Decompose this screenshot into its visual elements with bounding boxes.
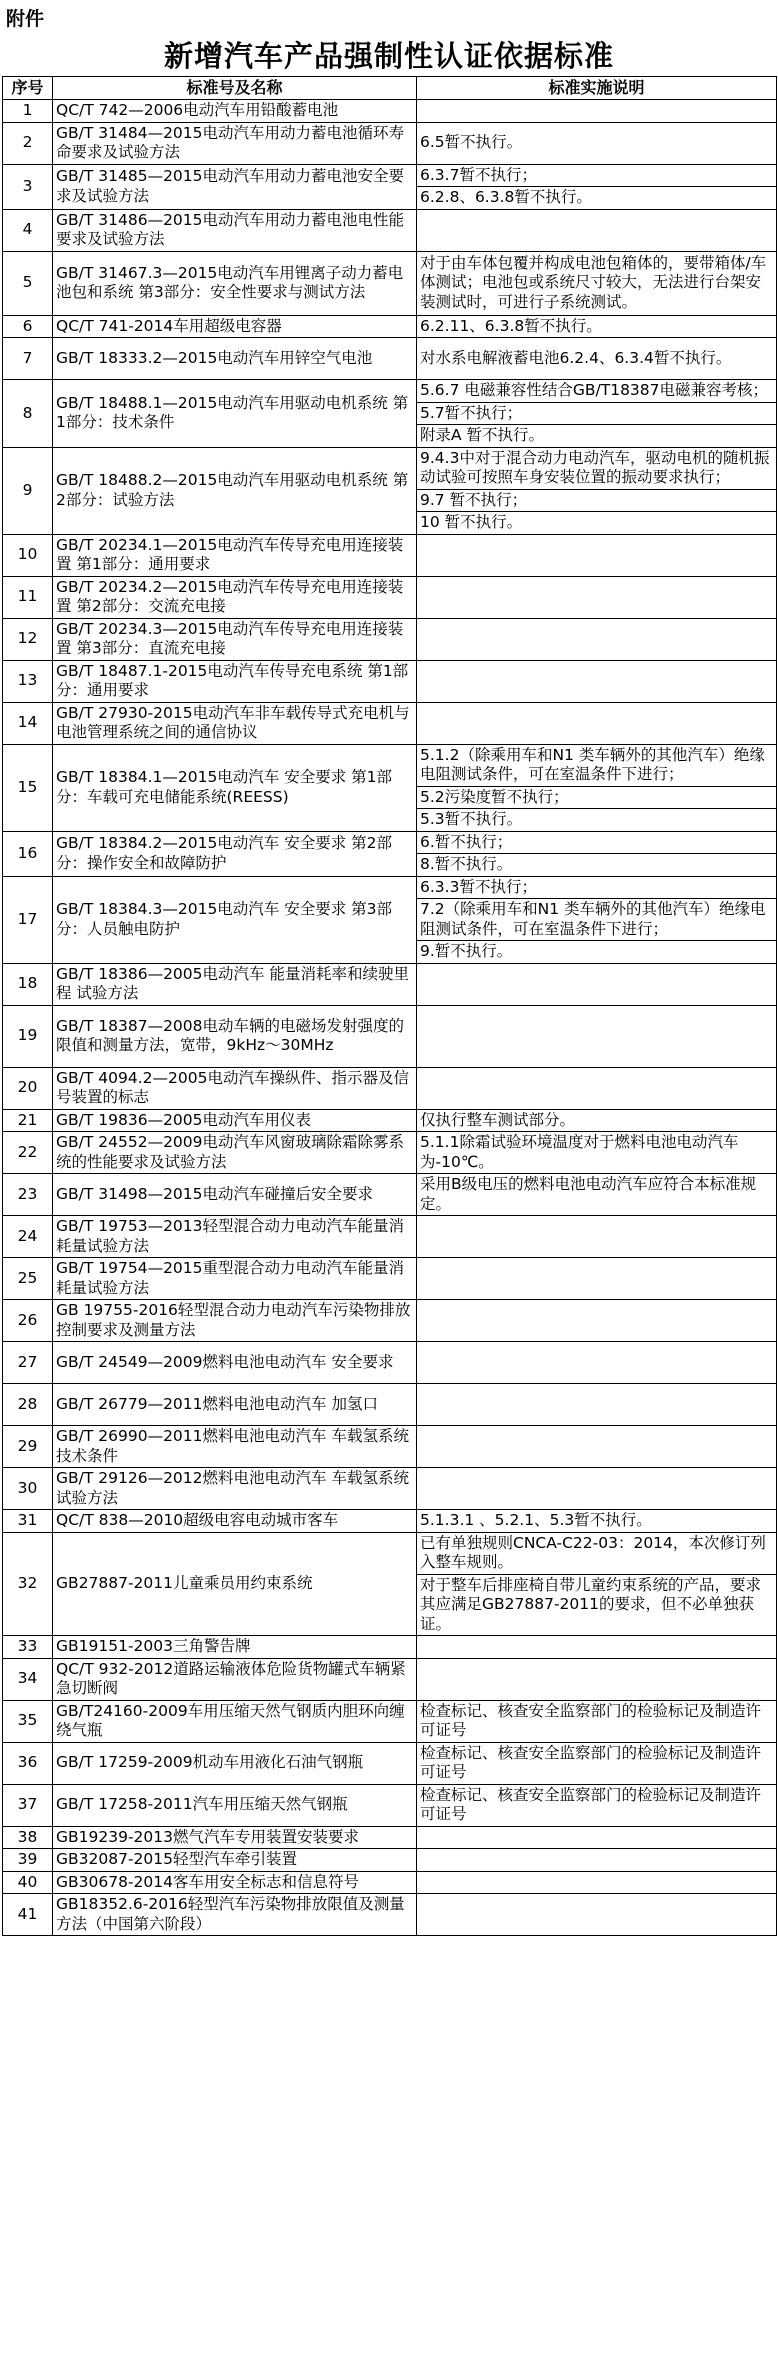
standard-name: GB/T 19754—2015重型混合动力电动汽车能量消耗量试验方法: [53, 1258, 417, 1300]
standard-name: GB/T 19753—2013轻型混合动力电动汽车能量消耗量试验方法: [53, 1216, 417, 1258]
implementation-note: [417, 380, 777, 448]
standard-name: GB/T 27930-2015电动汽车非车载传导式充电机与电池管理系统之间的通信协议: [53, 702, 417, 744]
table-row: [3, 1342, 777, 1384]
table-row: [3, 876, 777, 963]
standard-name: GB18352.6-2016轻型汽车污染物排放限值及测量方法（中国第六阶段）: [53, 1894, 417, 1936]
row-number: 28: [3, 1384, 53, 1426]
standard-name: GB/T 18386—2005电动汽车 能量消耗率和续驶里程 试验方法: [53, 963, 417, 1005]
implementation-note: [417, 963, 777, 1005]
table-body: [3, 100, 777, 1936]
standard-name: QC/T 741-2014车用超级电容器: [53, 315, 417, 338]
table-row: [3, 1258, 777, 1300]
table-row: [3, 831, 777, 876]
table-row: [3, 164, 777, 209]
implementation-note: [417, 100, 777, 123]
note-line: 5.3暂不执行。: [417, 808, 776, 831]
standard-name: GB/T 18384.1—2015电动汽车 安全要求 第1部分：车载可充电储能系统(REESS): [53, 744, 417, 831]
row-number: 13: [3, 660, 53, 702]
implementation-note: [417, 831, 777, 876]
standard-name: GB/T 4094.2—2005电动汽车操纵件、指示器及信号装置的标志: [53, 1067, 417, 1109]
table-row: [3, 100, 777, 123]
standard-name: GB/T 18384.2—2015电动汽车 安全要求 第2部分：操作安全和故障防护: [53, 831, 417, 876]
standard-name: QC/T 838—2010超级电容电动城市客车: [53, 1510, 417, 1533]
standard-name: GB/T 18333.2—2015电动汽车用锌空气电池: [53, 338, 417, 380]
row-number: 27: [3, 1342, 53, 1384]
table-row: [3, 1005, 777, 1067]
row-number: 6: [3, 315, 53, 338]
standard-name: GB/T 18488.1—2015电动汽车用驱动电机系统 第1部分：技术条件: [53, 380, 417, 448]
table-row: [3, 576, 777, 618]
implementation-note: [417, 660, 777, 702]
row-number: 40: [3, 1871, 53, 1894]
standard-name: GB19151-2003三角警告牌: [53, 1636, 417, 1659]
note-line: 6.2.8、6.3.8暂不执行。: [417, 186, 776, 209]
note-line: 9.4.3中对于混合动力电动汽车，驱动电机的随机振动试验可按照车身安装位置的振动要求执行；: [420, 448, 770, 486]
note-line: 仅执行整车测试部分。: [420, 1110, 576, 1129]
note-line: 6.3.7暂不执行；: [420, 165, 537, 184]
row-number: 22: [3, 1132, 53, 1174]
table-row: [3, 618, 777, 660]
implementation-note: [417, 1784, 777, 1826]
implementation-note: [417, 1132, 777, 1174]
row-number: 21: [3, 1109, 53, 1132]
table-row: [3, 1468, 777, 1510]
table-row: [3, 315, 777, 338]
implementation-note: [417, 1109, 777, 1132]
row-number: 14: [3, 702, 53, 744]
standard-name: GB/T 17258-2011汽车用压缩天然气钢瓶: [53, 1784, 417, 1826]
table-row: [3, 1216, 777, 1258]
table-row: [3, 1067, 777, 1109]
implementation-note: [417, 164, 777, 209]
table-row: [3, 1784, 777, 1826]
table-row: [3, 1174, 777, 1216]
standard-name: GB/T 31484—2015电动汽车用动力蓄电池循环寿命要求及试验方法: [53, 122, 417, 164]
row-number: 34: [3, 1658, 53, 1700]
implementation-note: [417, 702, 777, 744]
row-number: 8: [3, 380, 53, 448]
note-line: 5.7暂不执行；: [417, 402, 776, 425]
standard-name: QC/T 932-2012道路运输液体危险货物罐式车辆紧急切断阀: [53, 1658, 417, 1700]
table-row: [3, 744, 777, 831]
standard-name: GB/T 24549—2009燃料电池电动汽车 安全要求: [53, 1342, 417, 1384]
standard-name: GB/T 20234.2—2015电动汽车传导充电用连接装置 第2部分：交流充电接: [53, 576, 417, 618]
note-line: 附录A 暂不执行。: [417, 424, 776, 447]
standard-name: GB 19755-2016轻型混合动力电动汽车污染物排放控制要求及测量方法: [53, 1300, 417, 1342]
table-row: [3, 209, 777, 251]
note-line: 检查标记、核查安全监察部门的检验标记及制造许可证号: [420, 1785, 762, 1823]
table-row: [3, 380, 777, 448]
table-row: [3, 122, 777, 164]
row-number: 1: [3, 100, 53, 123]
implementation-note: [417, 1894, 777, 1936]
note-line: 10 暂不执行。: [417, 511, 776, 534]
standard-name: GB30678-2014客车用安全标志和信息符号: [53, 1871, 417, 1894]
implementation-note: [417, 1005, 777, 1067]
row-number: 20: [3, 1067, 53, 1109]
standard-name: GB32087-2015轻型汽车牵引装置: [53, 1849, 417, 1872]
implementation-note: [417, 534, 777, 576]
standard-name: GB/T 24552—2009电动汽车风窗玻璃除霜除雾系统的性能要求及试验方法: [53, 1132, 417, 1174]
standard-name: GB27887-2011儿童乘员用约束系统: [53, 1532, 417, 1636]
table-row: [3, 1871, 777, 1894]
implementation-note: [417, 618, 777, 660]
row-number: 38: [3, 1826, 53, 1849]
row-number: 12: [3, 618, 53, 660]
implementation-note: [417, 1510, 777, 1533]
implementation-note: [417, 338, 777, 380]
implementation-note: [417, 1384, 777, 1426]
standard-name: GB/T24160-2009车用压缩天然气钢质内胆环向缠绕气瓶: [53, 1700, 417, 1742]
implementation-note: [417, 1342, 777, 1384]
table-row: [3, 1849, 777, 1872]
implementation-note: [417, 1067, 777, 1109]
table-row: [3, 963, 777, 1005]
note-line: 9.7 暂不执行；: [417, 489, 776, 512]
implementation-note: [417, 1849, 777, 1872]
standard-name: GB/T 31467.3—2015电动汽车用锂离子动力蓄电池包和系统 第3部分：安全性要求与测试方法: [53, 251, 417, 315]
row-number: 25: [3, 1258, 53, 1300]
header-no: 序号: [3, 77, 53, 100]
standard-name: GB/T 26990—2011燃料电池电动汽车 车载氢系统 技术条件: [53, 1426, 417, 1468]
table-row: [3, 1700, 777, 1742]
implementation-note: [417, 1174, 777, 1216]
note-line: 已有单独规则CNCA-C22-03：2014，本次修订列入整车规则。: [420, 1533, 766, 1571]
note-line: 6.5暂不执行。: [420, 133, 523, 152]
table-row: [3, 1894, 777, 1936]
row-number: 10: [3, 534, 53, 576]
implementation-note: [417, 1300, 777, 1342]
implementation-note: [417, 209, 777, 251]
note-line: 检查标记、核查安全监察部门的检验标记及制造许可证号: [420, 1743, 762, 1781]
implementation-note: [417, 576, 777, 618]
table-header-row: [3, 77, 777, 100]
note-line: 5.1.1除霜试验环境温度对于燃料电池电动汽车为-10℃。: [420, 1133, 739, 1171]
standard-name: GB/T 17259-2009机动车用液化石油气钢瓶: [53, 1742, 417, 1784]
standard-name: GB/T 18384.3—2015电动汽车 安全要求 第3部分：人员触电防护: [53, 876, 417, 963]
table-row: [3, 1658, 777, 1700]
note-line: 5.1.2（除乘用车和N1 类车辆外的其他汽车）绝缘电阻测试条件，可在室温条件下进行；: [420, 745, 765, 783]
implementation-note: [417, 447, 777, 534]
standard-name: QC/T 742—2006电动汽车用铅酸蓄电池: [53, 100, 417, 123]
implementation-note: [417, 1742, 777, 1784]
standard-name: GB/T 29126—2012燃料电池电动汽车 车载氢系统 试验方法: [53, 1468, 417, 1510]
table-row: [3, 1636, 777, 1659]
standard-name: GB/T 31486—2015电动汽车用动力蓄电池电性能要求及试验方法: [53, 209, 417, 251]
table-row: [3, 1132, 777, 1174]
standard-name: GB19239-2013燃气汽车专用装置安装要求: [53, 1826, 417, 1849]
note-line: 对于由车体包覆并构成电池包箱体的，要带箱体/车体测试；电池包或系统尺寸较大，无法进行台架安装测试时，可进行子系统测试。: [420, 253, 767, 311]
implementation-note: [417, 744, 777, 831]
row-number: 19: [3, 1005, 53, 1067]
table-row: [3, 702, 777, 744]
note-line: 5.6.7 电磁兼容性结合GB/T18387电磁兼容考核；: [420, 381, 769, 399]
implementation-note: [417, 1871, 777, 1894]
row-number: 30: [3, 1468, 53, 1510]
standard-name: GB/T 20234.3—2015电动汽车传导充电用连接装置 第3部分：直流充电接: [53, 618, 417, 660]
row-number: 35: [3, 1700, 53, 1742]
standard-name: GB/T 18488.2—2015电动汽车用驱动电机系统 第2部分：试验方法: [53, 447, 417, 534]
standard-name: GB/T 31498—2015电动汽车碰撞后安全要求: [53, 1174, 417, 1216]
table-row: [3, 447, 777, 534]
header-standard: 标准号及名称: [53, 77, 417, 100]
row-number: 16: [3, 831, 53, 876]
table-row: [3, 660, 777, 702]
implementation-note: [417, 1258, 777, 1300]
implementation-note: [417, 315, 777, 338]
note-line: 5.1.3.1 、5.2.1、5.3暂不执行。: [420, 1511, 652, 1529]
standard-name: GB/T 18387—2008电动车辆的电磁场发射强度的限值和测量方法，宽带，9kHz～30MHz: [53, 1005, 417, 1067]
implementation-note: [417, 1426, 777, 1468]
table-row: [3, 1826, 777, 1849]
standard-name: GB/T 18487.1-2015电动汽车传导充电系统 第1部分：通用要求: [53, 660, 417, 702]
implementation-note: [417, 876, 777, 963]
table-row: [3, 1300, 777, 1342]
implementation-note: [417, 1700, 777, 1742]
standards-table: [2, 76, 777, 1936]
implementation-note: [417, 1826, 777, 1849]
row-number: 24: [3, 1216, 53, 1258]
implementation-note: [417, 251, 777, 315]
implementation-note: [417, 1216, 777, 1258]
note-line: 9.暂不执行。: [417, 940, 776, 963]
row-number: 17: [3, 876, 53, 963]
note-line: 5.2污染度暂不执行；: [417, 786, 776, 809]
table-row: [3, 1109, 777, 1132]
row-number: 36: [3, 1742, 53, 1784]
table-row: [3, 1532, 777, 1636]
row-number: 39: [3, 1849, 53, 1872]
row-number: 4: [3, 209, 53, 251]
note-line: 对于整车后排座椅自带儿童约束系统的产品，要求其应满足GB27887-2011的要求，但不必单独获证。: [417, 1574, 776, 1636]
row-number: 33: [3, 1636, 53, 1659]
table-row: [3, 534, 777, 576]
note-line: 6.3.3暂不执行；: [420, 877, 537, 896]
implementation-note: [417, 1468, 777, 1510]
row-number: 9: [3, 447, 53, 534]
row-number: 31: [3, 1510, 53, 1533]
table-row: [3, 1384, 777, 1426]
attachment-label: 附件: [6, 8, 45, 30]
implementation-note: [417, 1658, 777, 1700]
standard-name: GB/T 26779—2011燃料电池电动汽车 加氢口: [53, 1384, 417, 1426]
table-row: [3, 1742, 777, 1784]
row-number: 3: [3, 164, 53, 209]
row-number: 5: [3, 251, 53, 315]
row-number: 32: [3, 1532, 53, 1636]
row-number: 41: [3, 1894, 53, 1936]
note-line: 6.2.11、6.3.8暂不执行。: [420, 316, 602, 335]
standard-name: GB/T 31485—2015电动汽车用动力蓄电池安全要求及试验方法: [53, 164, 417, 209]
note-line: 对水系电解液蓄电池6.2.4、6.3.4暂不执行。: [420, 348, 732, 367]
standard-name: GB/T 20234.1—2015电动汽车传导充电用连接装置 第1部分：通用要求: [53, 534, 417, 576]
note-line: 7.2（除乘用车和N1 类车辆外的其他汽车）绝缘电阻测试条件，可在室温条件下进行；: [417, 898, 776, 940]
implementation-note: [417, 122, 777, 164]
row-number: 15: [3, 744, 53, 831]
document-title: 新增汽车产品强制性认证依据标准: [163, 39, 614, 73]
row-number: 37: [3, 1784, 53, 1826]
row-number: 18: [3, 963, 53, 1005]
row-number: 2: [3, 122, 53, 164]
table-row: [3, 251, 777, 315]
row-number: 29: [3, 1426, 53, 1468]
note-line: 检查标记、核查安全监察部门的检验标记及制造许可证号: [420, 1701, 762, 1739]
header-note: 标准实施说明: [417, 77, 777, 100]
standard-name: GB/T 19836—2005电动汽车用仪表: [53, 1109, 417, 1132]
table-row: [3, 1426, 777, 1468]
note-line: 8.暂不执行。: [417, 853, 776, 876]
note-line: 6.暂不执行；: [420, 832, 513, 851]
row-number: 23: [3, 1174, 53, 1216]
implementation-note: [417, 1636, 777, 1659]
table-row: [3, 338, 777, 380]
row-number: 11: [3, 576, 53, 618]
table-row: [3, 1510, 777, 1533]
row-number: 7: [3, 338, 53, 380]
row-number: 26: [3, 1300, 53, 1342]
implementation-note: [417, 1532, 777, 1636]
note-line: 采用B级电压的燃料电池电动汽车应符合本标准规定。: [420, 1175, 757, 1213]
